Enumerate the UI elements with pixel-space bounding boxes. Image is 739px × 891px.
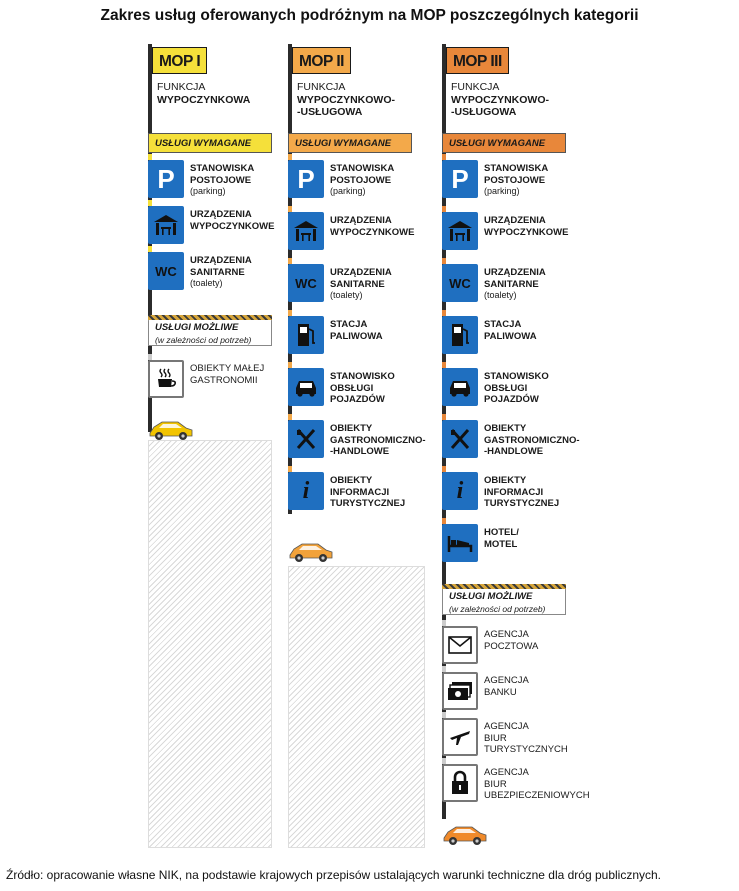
service-title: URZĄDZENIA WYPOCZYNKOWE <box>484 215 569 238</box>
coffee-cup-icon <box>148 360 184 398</box>
parking-icon: P <box>148 160 184 198</box>
service-label <box>484 721 634 756</box>
service-title: URZĄDZENIA WYPOCZYNKOWE <box>190 209 275 232</box>
car-icon <box>148 419 194 441</box>
service-title: OBIEKTY MAŁEJ GASTRONOMII <box>190 363 265 386</box>
optional-service-item <box>442 764 632 808</box>
car-service-icon <box>442 368 478 406</box>
service-title: STANOWISKO OBSŁUGI POJAZDÓW <box>484 371 549 405</box>
wc-icon: WC <box>148 252 184 290</box>
function-value: WYPOCZYNKOWO- -USŁUGOWA <box>297 93 395 118</box>
service-title: URZĄDZENIA SANITARNE <box>330 267 392 290</box>
info-icon: i <box>288 472 324 510</box>
service-label <box>484 527 634 550</box>
optional-sublabel: (w zależności od potrzeb) <box>449 604 546 614</box>
car-icon <box>288 541 334 563</box>
service-title: STANOWISKA POSTOJOWE <box>484 163 549 186</box>
fork-knife-icon <box>442 420 478 458</box>
service-label <box>484 267 634 302</box>
service-note: (parking) <box>330 186 366 196</box>
service-title: URZĄDZENIA SANITARNE <box>190 255 252 278</box>
envelope-icon <box>442 626 478 664</box>
service-label <box>484 675 634 698</box>
fuel-pump-icon <box>288 316 324 354</box>
service-label <box>484 423 634 458</box>
picnic-shelter-icon <box>442 212 478 250</box>
function-block <box>297 81 395 119</box>
service-note: (toalety) <box>330 290 363 300</box>
required-service-item <box>442 160 632 204</box>
service-note: (parking) <box>190 186 226 196</box>
service-label <box>484 163 634 198</box>
road-area-mop-1 <box>148 440 272 848</box>
service-note: (toalety) <box>484 290 517 300</box>
service-title: STACJA PALIWOWA <box>330 319 383 342</box>
column-mop-3 <box>442 44 632 854</box>
service-title: AGENCJA BIUR TURYSTYCZNYCH <box>484 721 568 755</box>
service-label <box>484 629 634 652</box>
service-title: AGENCJA POCZTOWA <box>484 629 539 652</box>
service-title: URZĄDZENIA SANITARNE <box>484 267 546 290</box>
service-title: OBIEKTY GASTRONOMICZNO- -HANDLOWE <box>484 423 580 457</box>
car-icon <box>442 824 488 846</box>
category-badge: MOP III <box>446 47 509 74</box>
info-icon: i <box>442 472 478 510</box>
airplane-icon <box>442 718 478 756</box>
optional-sublabel: (w zależności od potrzeb) <box>155 335 252 345</box>
diagram-title: Zakres usług oferowanych podróżnym na MOP poszczególnych kategorii <box>100 7 639 24</box>
service-title: URZĄDZENIA WYPOCZYNKOWE <box>330 215 415 238</box>
required-service-item <box>442 420 632 464</box>
optional-services-band <box>442 585 566 615</box>
optional-service-item <box>442 672 632 716</box>
service-title: STACJA PALIWOWA <box>484 319 537 342</box>
required-service-item <box>442 472 632 516</box>
function-label: FUNKCJA <box>297 81 346 93</box>
required-service-item <box>442 316 632 360</box>
optional-services-band <box>148 316 272 346</box>
service-title: HOTEL/ MOTEL <box>484 527 519 550</box>
bed-icon <box>442 524 478 562</box>
service-title: OBIEKTY INFORMACJI TURYSTYCZNEJ <box>330 475 406 509</box>
wc-icon: WC <box>442 264 478 302</box>
service-title: OBIEKTY GASTRONOMICZNO- -HANDLOWE <box>330 423 426 457</box>
picnic-shelter-icon <box>288 212 324 250</box>
optional-service-item <box>442 718 632 762</box>
fuel-pump-icon <box>442 316 478 354</box>
optional-label: USŁUGI MOŻLIWE <box>155 322 239 333</box>
car-service-icon <box>288 368 324 406</box>
optional-service-item <box>442 626 632 670</box>
required-services-band: USŁUGI WYMAGANE <box>442 133 566 153</box>
required-service-item <box>442 264 632 308</box>
hazard-stripe <box>148 315 272 320</box>
function-block <box>451 81 549 119</box>
parking-icon: P <box>288 160 324 198</box>
service-note: (parking) <box>484 186 520 196</box>
service-title: AGENCJA BIUR UBEZPIECZENIOWYCH <box>484 767 590 801</box>
function-label: FUNKCJA <box>157 81 206 93</box>
service-label <box>484 371 634 406</box>
picnic-shelter-icon <box>148 206 184 244</box>
required-service-item <box>442 524 632 568</box>
service-title: OBIEKTY INFORMACJI TURYSTYCZNEJ <box>484 475 560 509</box>
fork-knife-icon <box>288 420 324 458</box>
service-title: STANOWISKO OBSŁUGI POJAZDÓW <box>330 371 395 405</box>
banknotes-icon <box>442 672 478 710</box>
required-service-item <box>442 368 632 412</box>
category-badge: MOP II <box>292 47 351 74</box>
source-note: Źródło: opracowanie własne NIK, na podstawie krajowych przepisów ustalających warunki techniczne dla dróg publicznych. <box>6 868 662 882</box>
parking-icon: P <box>442 160 478 198</box>
service-title: STANOWISKA POSTOJOWE <box>330 163 395 186</box>
optional-label: USŁUGI MOŻLIWE <box>449 591 533 602</box>
function-value: WYPOCZYNKOWO- -USŁUGOWA <box>451 93 549 118</box>
service-title: STANOWISKA POSTOJOWE <box>190 163 255 186</box>
function-value: WYPOCZYNKOWA <box>157 93 251 106</box>
service-note: (toalety) <box>190 278 223 288</box>
hazard-stripe <box>442 584 566 589</box>
service-label <box>484 319 634 342</box>
function-label: FUNKCJA <box>451 81 500 93</box>
service-title: AGENCJA BANKU <box>484 675 529 698</box>
service-label <box>484 215 634 238</box>
required-services-band: USŁUGI WYMAGANE <box>148 133 272 153</box>
wc-icon: WC <box>288 264 324 302</box>
required-services-band: USŁUGI WYMAGANE <box>288 133 412 153</box>
service-label <box>484 767 634 802</box>
category-badge: MOP I <box>152 47 207 74</box>
road-area-mop-2 <box>288 566 425 848</box>
required-service-item <box>442 212 632 256</box>
padlock-icon <box>442 764 478 802</box>
function-block <box>157 81 250 106</box>
service-label <box>484 475 634 510</box>
